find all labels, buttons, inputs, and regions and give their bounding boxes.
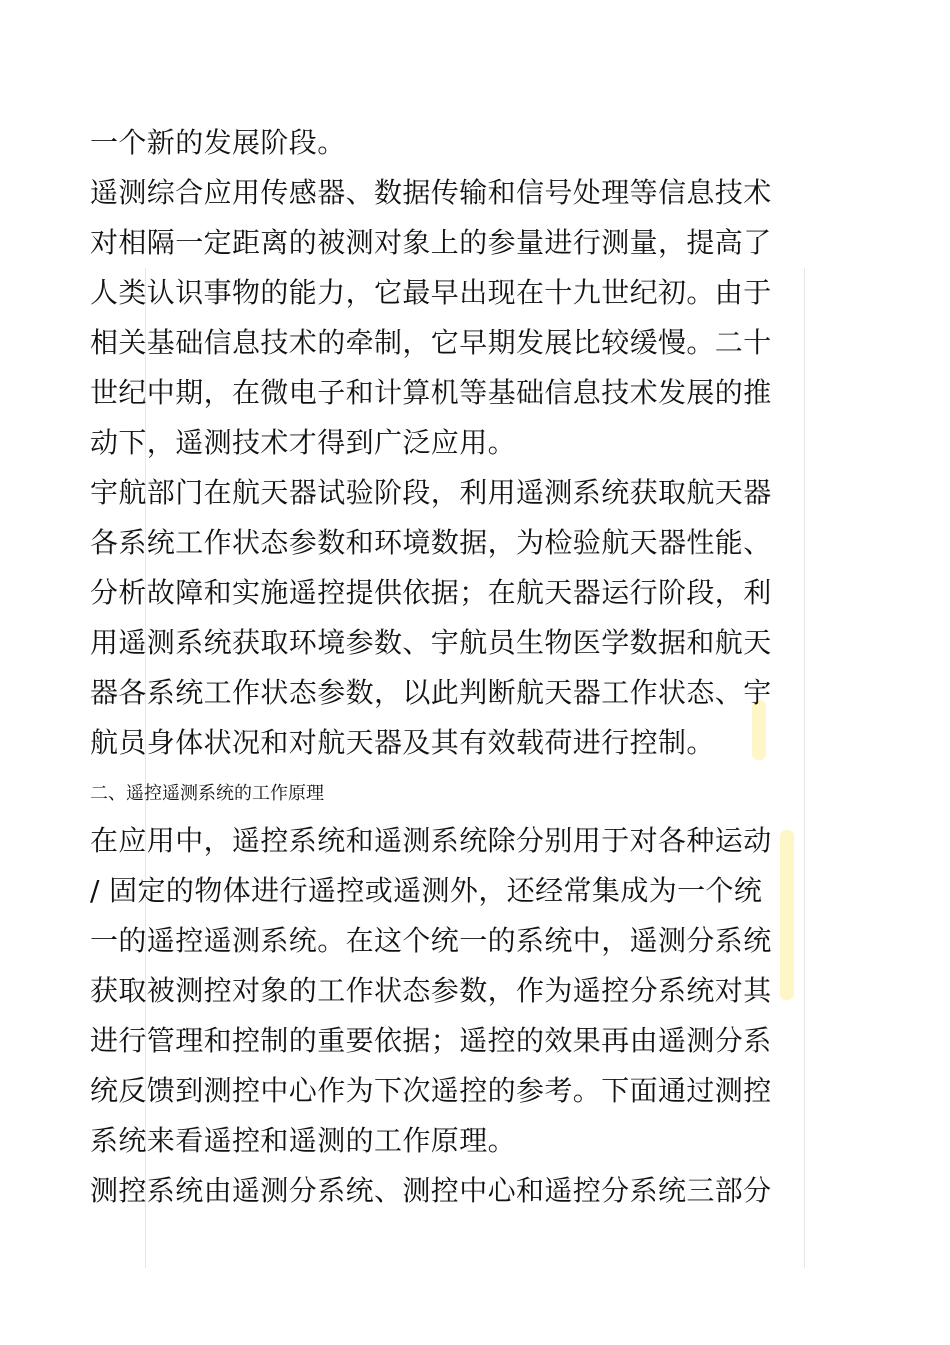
text-line: 对相隔一定距离的被测对象上的参量进行测量，提高了 bbox=[90, 226, 772, 259]
text-line: 一个新的发展阶段。 bbox=[90, 126, 346, 159]
text-line: 人类认识事物的能力，它最早出现在十九世纪初。由于 bbox=[90, 276, 772, 309]
text-line: 系统来看遥控和遥测的工作原理。 bbox=[90, 1124, 517, 1157]
text-line: / 固定的物体进行遥控或遥测外，还经常集成为一个统 bbox=[90, 874, 763, 907]
text-line: 用遥测系统获取环境参数、宇航员生物医学数据和航天 bbox=[90, 626, 772, 659]
text-line: 航员身体状况和对航天器及其有效载荷进行控制。 bbox=[90, 726, 715, 759]
text-line: 世纪中期，在微电子和计算机等基础信息技术发展的推 bbox=[90, 376, 772, 409]
text-line: 遥测综合应用传感器、数据传输和信号处理等信息技术 bbox=[90, 176, 772, 209]
section-heading: 二、遥控遥测系统的工作原理 bbox=[90, 783, 324, 804]
text-line: 统反馈到测控中心作为下次遥控的参考。下面通过测控 bbox=[90, 1074, 772, 1107]
text-line: 测控系统由遥测分系统、测控中心和遥控分系统三部分 bbox=[90, 1174, 772, 1207]
text-line: 宇航部门在航天器试验阶段，利用遥测系统获取航天器 bbox=[90, 476, 772, 509]
text-line: 动下，遥测技术才得到广泛应用。 bbox=[90, 426, 517, 459]
document-page bbox=[90, 118, 805, 1216]
text-line: 各系统工作状态参数和环境数据，为检验航天器性能、 bbox=[90, 526, 772, 559]
text-line: 一的遥控遥测系统。在这个统一的系统中，遥测分系统 bbox=[90, 924, 772, 957]
text-line: 进行管理和控制的重要依据；遥控的效果再由遥测分系 bbox=[90, 1024, 772, 1057]
text-line: 分析故障和实施遥控提供依据；在航天器运行阶段，利 bbox=[90, 576, 772, 609]
text-line: 在应用中，遥控系统和遥测系统除分别用于对各种运动 bbox=[90, 824, 772, 857]
text-line: 器各系统工作状态参数，以此判断航天器工作状态、宇 bbox=[90, 676, 772, 709]
text-line: 获取被测控对象的工作状态参数，作为遥控分系统对其 bbox=[90, 974, 772, 1007]
text-line: 相关基础信息技术的牵制，它早期发展比较缓慢。二十 bbox=[90, 326, 772, 359]
